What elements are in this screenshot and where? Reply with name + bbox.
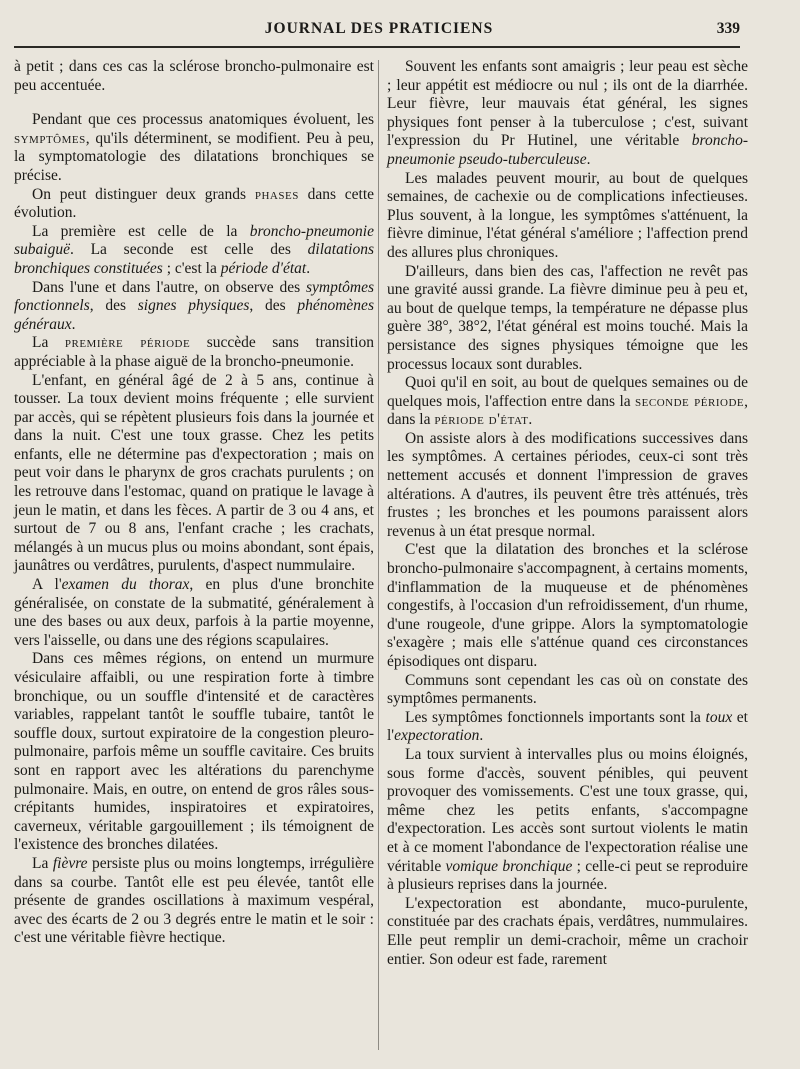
running-title: JOURNAL DES PRATICIENS (264, 20, 494, 37)
paragraph: C'est que la dilatation des bronches et la sclérose broncho-pulmonaire s'accompagnent, à certains moments, d'inflammation de la muqueuse et de phénomènes congestifs, à l'occasion d'un refroidissement, d'un rhume, d'une rougeole, d'une grippe. Alors la symptomatologie s'exagère ; mais elle s'atténue quand ces circonstances épisodiques ont disparu. (387, 541, 748, 670)
paragraph: L'expectoration est abondante, muco-purulente, constituée par des crachats épais, verdâtres, nummulaires. Elle peut remplir un demi-crachoir, même un crachoir entier. Son odeur est fade, rarement (387, 894, 748, 968)
paragraph: D'ailleurs, dans bien des cas, l'affection ne revêt pas une gravité aussi grande. La fièvre diminue peu à peu et, au bout de quelque temps, la température ne dépasse plus guère 38°, 38°2, l'état général est moins touché. Mais la persistance des signes physiques témoigne que les processus locaux sont durables. (387, 262, 748, 373)
page-number: 339 (716, 20, 740, 37)
paragraph: A l'examen du thorax, en plus d'une bronchite généralisée, on constate de la submatité, généralement à une des bases ou aux deux, parfois à la partie moyenne, vers l'aisselle, ou dans une des régions scapulaires. (14, 576, 374, 649)
paragraph: On peut distinguer deux grands phases dans cette évolution. (14, 185, 375, 222)
right-column (387, 58, 748, 969)
paragraph: Dans l'une et dans l'autre, on observe des symptômes fonctionnels, des signes physiques, des phénomènes généraux. (14, 278, 374, 333)
paragraph: Dans ces mêmes régions, on entend un murmure vésiculaire affaibli, ou une respiration forte à timbre bronchique, ou un souffle d'intensité et de caractères variables, rappelant tantôt le souffle tubaire, tantôt le souffle doux, surtout expiratoire de la congestion pleuro-pulmonaire, parfois même un souffle cavitaire. Ces bruits sont en rapport avec les altérations du parenchyme pulmonaire. Mais, en outre, on entend de gros râles sous-crépitants humides, inspiratoires et expiratoires, caverneux, véritable gargouillement ; ils témoignent de l'existence des bronches dilatées. (14, 650, 374, 854)
left-column (14, 58, 374, 948)
paragraph: La première est celle de la broncho-pneumonie subaiguë. La seconde est celle des dilatations bronchiques constituées ; c'est la période d'état. (14, 222, 374, 277)
header-rule (14, 46, 740, 48)
paragraph: Souvent les enfants sont amaigris ; leur peau est sèche ; leur appétit est médiocre ou nul ; ils ont de la diarrhée. Leur fièvre, leur mauvais état général, les signes physiques font penser à la tuberculose ; c'est, suivant l'expression du Pr Hutinel, une véritable broncho-pneumonie pseudo-tuberculeuse. (387, 58, 748, 168)
paragraph: Les symptômes fonctionnels importants sont la toux et l'expectoration. (387, 708, 748, 745)
paragraph: Les malades peuvent mourir, au bout de quelques semaines, de cachexie ou de complications infectieuses. Plus souvent, à la longue, les symptômes s'atténuent, la fièvre diminue, l'état général s'améliore ; l'affection prend des allures plus chroniques. (387, 169, 748, 261)
paragraph: Pendant que ces processus anatomiques évoluent, les symptômes, qu'ils déterminent, se modifient. Peu à peu, la symptomatologie des dilatations bronchiques se précise. (14, 111, 374, 184)
paragraph: La toux survient à intervalles plus ou moins éloignés, sous forme d'accès, souvent pénibles, qui peuvent provoquer des vomissements. C'est une toux grasse, qui, même chez les petits enfants, s'accompagne d'expectoration. Les accès sont surtout violents le matin et à ce moment l'abondance de l'expectoration réalise une véritable vomique bronchique ; celle-ci peut se reproduire à plusieurs reprises dans la journée. (387, 745, 748, 894)
page-header (18, 16, 740, 42)
paragraph: On assiste alors à des modifications successives dans les symptômes. A certaines périodes, ceux-ci sont très nettement accusés et donnent l'impression de graves altérations. A d'autres, ils peuvent être très atténués, très frustes ; les bronches et les poumons paraissent alors revenus à un état presque normal. (387, 429, 748, 540)
column-divider (378, 60, 379, 1050)
paragraph: La première période succède sans transition appréciable à la phase aiguë de la broncho-pneumonie. (14, 334, 374, 370)
paragraph: Communs sont cependant les cas où on constate des symptômes permanents. (387, 671, 748, 708)
paragraph: Quoi qu'il en soit, au bout de quelques semaines ou de quelques mois, l'affection entre dans la seconde période, dans la période d'état. (387, 374, 748, 429)
paragraph: La fièvre persiste plus ou moins longtemps, irrégulière dans sa courbe. Tantôt elle est peu élevée, tantôt elle présente de grandes oscillations à maximum vespéral, avec des écarts de 2 ou 3 degrés entre le matin et le soir : c'est une véritable fièvre hectique. (14, 854, 374, 947)
paragraph: à petit ; dans ces cas la sclérose broncho-pulmonaire est peu accentuée. (14, 58, 374, 94)
paragraph: L'enfant, en général âgé de 2 à 5 ans, continue à tousser. La toux devient moins fréquente ; elle survient par accès, qui se répètent plusieurs fois dans la journée et dans la nuit. C'est une toux grasse. Chez les petits enfants, elle ne détermine pas d'expectoration ; mais on peut voir dans le pharynx de gros crachats purulents ; on les retrouve dans l'estomac, quand on pratique le lavage à jeun le matin, et dans les fèces. A partir de 3 ou 4 ans, et surtout de 7 ou 8 ans, l'enfant crache ; les crachats, mélangés à un mucus plus ou moins abondant, sont épais, jaunâtres ou verdâtres, purulents, d'aspect nummulaire. (14, 371, 374, 575)
